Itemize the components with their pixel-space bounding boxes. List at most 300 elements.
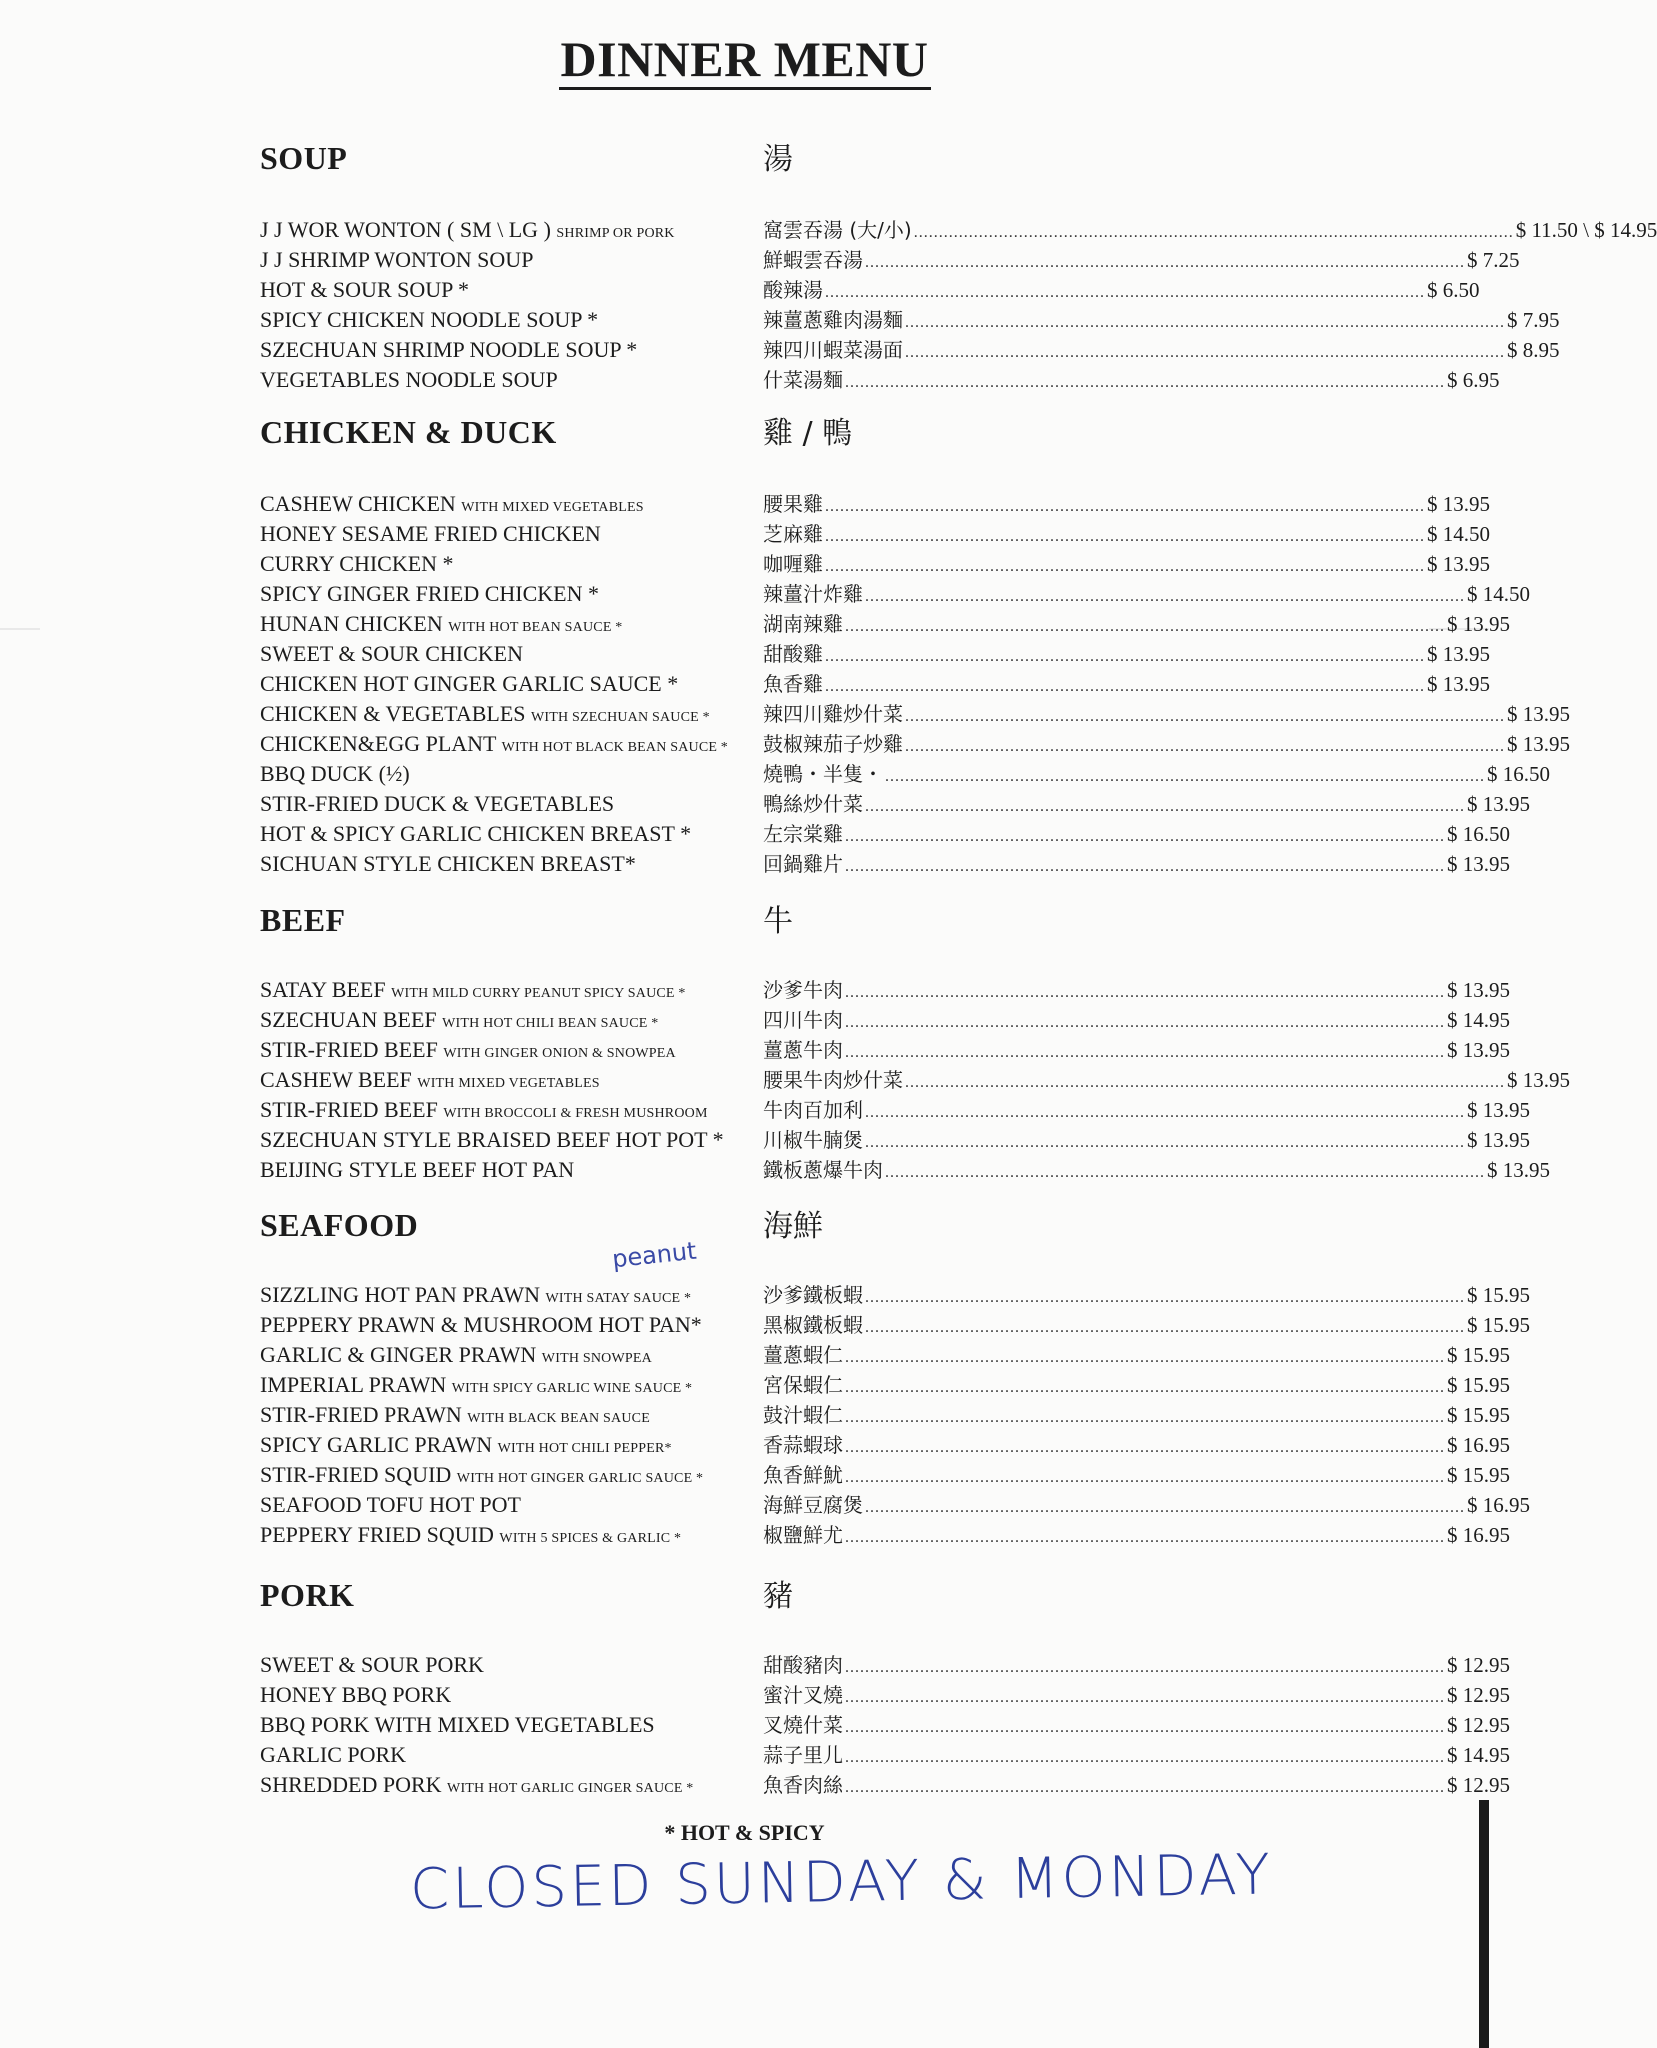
item-price-line (763, 789, 1530, 822)
item-note: WITH HOT CHILI BEAN SAUCE * (442, 1016, 659, 1031)
item-name-en (260, 819, 691, 849)
item-note: WITH BLACK BEAN SAUCE (467, 1411, 650, 1426)
item-price: $ 15.95 (1447, 1343, 1510, 1367)
item-name-zh: 甜酸豬肉 (763, 1653, 843, 1677)
dot-leader: ........................................................................................................................ (845, 1439, 1445, 1456)
dot-leader: ........................................................................................................................ (885, 768, 1485, 785)
item-name: SPICY GARLIC PRAWN (260, 1432, 493, 1457)
menu-section-pork (260, 1577, 1510, 1800)
item-price: $ 13.95 (1467, 1098, 1530, 1122)
item-name: SHREDDED PORK (260, 1772, 442, 1797)
item-name-zh: 甜酸雞 (763, 642, 823, 666)
item-name-en (260, 1310, 702, 1340)
item-note: WITH HOT GINGER GARLIC SAUCE * (456, 1471, 704, 1486)
menu-item (260, 215, 1657, 245)
menu-item (260, 1125, 1530, 1155)
menu-item (260, 849, 1510, 879)
item-name: CURRY CHICKEN * (260, 551, 454, 576)
item-name: SPICY CHICKEN NOODLE SOUP * (260, 307, 599, 332)
item-name: SPICY GINGER FRIED CHICKEN * (260, 581, 599, 606)
dot-leader: ........................................................................................................................ (845, 1689, 1445, 1706)
item-name: BBQ DUCK (½) (260, 761, 410, 786)
item-name: CHICKEN HOT GINGER GARLIC SAUCE * (260, 671, 679, 696)
item-name-en (260, 849, 636, 879)
item-name-zh: 魚香鮮魷 (763, 1463, 843, 1487)
item-price: $ 13.95 (1427, 492, 1490, 516)
item-note: WITH GINGER ONION & SNOWPEA (443, 1046, 676, 1061)
item-name-en (260, 1095, 708, 1129)
dot-leader: ........................................................................................................................ (845, 1349, 1445, 1366)
dot-leader: ........................................................................................................................ (845, 1749, 1445, 1766)
item-price-line (763, 275, 1480, 308)
item-name-en (260, 1430, 672, 1464)
section-title-en: CHICKEN & DUCK (260, 414, 557, 450)
item-note: SHRIMP OR PORK (556, 226, 675, 241)
menu-item (260, 1400, 1510, 1430)
item-name-zh: 什菜湯麵 (763, 368, 843, 392)
item-price-line (763, 1035, 1510, 1068)
item-name-en (260, 1125, 724, 1155)
menu-item (260, 729, 1570, 759)
menu-item (260, 1280, 1530, 1310)
item-name-zh: 窩雲吞湯 (大/小) (763, 218, 912, 242)
menu-item (260, 1310, 1530, 1340)
item-name-zh: 香蒜蝦球 (763, 1433, 843, 1457)
item-price: $ 14.50 (1467, 582, 1530, 606)
item-name-zh: 沙爹牛肉 (763, 978, 843, 1002)
item-price-line (763, 819, 1510, 852)
item-name-en (260, 365, 558, 395)
item-price-line (763, 1095, 1530, 1128)
item-name-zh: 川椒牛腩煲 (763, 1128, 863, 1152)
item-price-line (763, 1400, 1510, 1433)
item-name: PEPPERY PRAWN & MUSHROOM HOT PAN* (260, 1312, 702, 1337)
dot-leader: ........................................................................................................................ (865, 254, 1465, 271)
item-note: WITH SZECHUAN SAUCE * (531, 710, 710, 725)
item-name: HOT & SPICY GARLIC CHICKEN BREAST * (260, 821, 692, 846)
item-price: $ 12.95 (1447, 1713, 1510, 1737)
menu-section-soup (260, 140, 1657, 395)
item-name-zh: 辣四川蝦菜湯面 (763, 338, 903, 362)
item-note: WITH HOT CHILI PEPPER* (497, 1441, 672, 1456)
dot-leader: ........................................................................................................................ (913, 224, 1514, 241)
dot-leader: ........................................................................................................................ (845, 858, 1445, 875)
item-name-en (260, 1520, 681, 1554)
item-name-en (260, 1155, 574, 1185)
item-price: $ 14.95 (1447, 1743, 1510, 1767)
item-name-en (260, 489, 644, 523)
item-price: $ 7.25 (1467, 248, 1520, 272)
dot-leader: ........................................................................................................................ (825, 678, 1425, 695)
item-price-line (763, 1125, 1530, 1158)
menu-item (260, 275, 1480, 305)
item-price: $ 13.95 (1427, 672, 1490, 696)
item-name-zh: 回鍋雞片 (763, 852, 843, 876)
menu-item (260, 365, 1500, 395)
section-title-zh: 海鮮 (763, 1209, 823, 1244)
dot-leader: ........................................................................................................................ (825, 284, 1425, 301)
item-name: HUNAN CHICKEN (260, 611, 443, 636)
item-name: SZECHUAN BEEF (260, 1007, 437, 1032)
item-price: $ 14.50 (1427, 522, 1490, 546)
menu-item (260, 549, 1490, 579)
item-name: GARLIC & GINGER PRAWN (260, 1342, 537, 1367)
item-name: CHICKEN & VEGETABLES (260, 701, 526, 726)
menu-item (260, 609, 1510, 639)
item-name-zh: 芝麻雞 (763, 522, 823, 546)
dot-leader: ........................................................................................................................ (845, 618, 1445, 635)
section-items (260, 1280, 1530, 1550)
item-name-zh: 沙爹鐵板蝦 (763, 1283, 863, 1307)
item-name: HONEY BBQ PORK (260, 1682, 452, 1707)
item-name-zh: 黑椒鐵板蝦 (763, 1313, 863, 1337)
item-price: $ 6.50 (1427, 278, 1480, 302)
menu-item (260, 1460, 1510, 1490)
section-title-zh: 牛 (763, 904, 793, 939)
item-price-line (763, 1005, 1510, 1038)
dot-leader: ........................................................................................................................ (825, 558, 1425, 575)
item-name-en (260, 669, 678, 699)
dot-leader: ........................................................................................................................ (845, 1469, 1445, 1486)
item-name: J J WOR WONTON ( SM \ LG ) (260, 217, 551, 242)
dot-leader: ........................................................................................................................ (845, 374, 1445, 391)
dot-leader: ........................................................................................................................ (905, 314, 1505, 331)
item-name-en (260, 1770, 693, 1804)
dot-leader: ........................................................................................................................ (845, 1044, 1445, 1061)
menu-item (260, 1370, 1510, 1400)
item-price: $ 12.95 (1447, 1653, 1510, 1677)
item-price-line (763, 365, 1500, 398)
dot-leader: ........................................................................................................................ (825, 528, 1425, 545)
dot-leader: ........................................................................................................................ (845, 1779, 1445, 1796)
section-header (260, 140, 1260, 215)
item-name-en (260, 1280, 691, 1314)
item-price-line (763, 669, 1490, 702)
section-items (260, 215, 1657, 395)
menu-item (260, 305, 1560, 335)
item-name: PEPPERY FRIED SQUID (260, 1522, 494, 1547)
item-name-zh: 湖南辣雞 (763, 612, 843, 636)
item-price: $ 15.95 (1467, 1313, 1530, 1337)
item-name-zh: 蜜汁叉燒 (763, 1683, 843, 1707)
menu-item (260, 1520, 1510, 1550)
item-name-zh: 鼓椒辣茄子炒雞 (763, 732, 903, 756)
dot-leader: ........................................................................................................................ (905, 708, 1505, 725)
menu-item (260, 1650, 1510, 1680)
item-price: $ 13.95 (1427, 642, 1490, 666)
item-price: $ 12.95 (1447, 1683, 1510, 1707)
item-price-line (763, 305, 1560, 338)
item-price: $ 16.50 (1447, 822, 1510, 846)
item-price-line (763, 1740, 1510, 1773)
item-name-zh: 海鮮豆腐煲 (763, 1493, 863, 1517)
item-name-en (260, 729, 728, 763)
item-name: SZECHUAN SHRIMP NOODLE SOUP * (260, 337, 638, 362)
item-price-line (763, 489, 1490, 522)
item-note: WITH MILD CURRY PEANUT SPICY SAUCE * (391, 986, 686, 1001)
item-name-zh: 辣薑汁炸雞 (763, 582, 863, 606)
item-name-zh: 辣薑蔥雞肉湯麵 (763, 308, 903, 332)
dot-leader: ........................................................................................................................ (865, 1319, 1465, 1336)
item-price-line (763, 1370, 1510, 1403)
item-name-en (260, 789, 614, 819)
item-price-line (763, 1520, 1510, 1553)
item-price: $ 15.95 (1447, 1403, 1510, 1427)
section-header (260, 902, 1260, 975)
item-name: BBQ PORK WITH MIXED VEGETABLES (260, 1712, 655, 1737)
item-name-zh: 魚香雞 (763, 672, 823, 696)
menu-item (260, 1095, 1530, 1125)
menu-item (260, 1680, 1510, 1710)
menu-section-beef (260, 902, 1570, 1185)
menu-item (260, 519, 1490, 549)
item-price-line (763, 1340, 1510, 1373)
item-price: $ 13.95 (1427, 552, 1490, 576)
menu-item (260, 245, 1520, 275)
item-price-line (763, 759, 1550, 792)
item-price-line (763, 1650, 1510, 1683)
handwritten-peanut-annotation: peanut (610, 1236, 698, 1274)
menu-item (260, 1340, 1510, 1370)
item-price-line (763, 1710, 1510, 1743)
item-name-en (260, 245, 533, 275)
item-name-en (260, 609, 622, 643)
section-header (260, 1207, 1260, 1280)
item-note: WITH HOT BEAN SAUCE * (448, 620, 623, 635)
dot-leader: ........................................................................................................................ (865, 1104, 1465, 1121)
item-name-zh: 酸辣湯 (763, 278, 823, 302)
menu-item (260, 699, 1570, 729)
item-name: SATAY BEEF (260, 977, 386, 1002)
item-name-en (260, 1710, 655, 1740)
item-price-line (763, 1155, 1550, 1188)
item-note: WITH SATAY SAUCE * (545, 1291, 692, 1306)
item-name-en (260, 1005, 658, 1039)
item-name: J J SHRIMP WONTON SOUP (260, 247, 534, 272)
item-name-en (260, 1740, 406, 1770)
item-price: $ 13.95 (1467, 792, 1530, 816)
menu-item (260, 819, 1510, 849)
item-name: STIR-FRIED BEEF (260, 1097, 438, 1122)
item-price-line (763, 519, 1490, 552)
dot-leader: ........................................................................................................................ (845, 1379, 1445, 1396)
item-note: WITH HOT GARLIC GINGER SAUCE * (447, 1781, 694, 1796)
item-name-en (260, 549, 454, 579)
item-name-en (260, 215, 675, 249)
item-price: $ 13.95 (1487, 1158, 1550, 1182)
item-name-en (260, 1340, 652, 1374)
item-price-line (763, 1460, 1510, 1493)
menu-item (260, 489, 1490, 519)
menu-item (260, 1155, 1550, 1185)
menu-item (260, 759, 1550, 789)
item-name: IMPERIAL PRAWN (260, 1372, 447, 1397)
menu-item (260, 1005, 1510, 1035)
menu-item (260, 1035, 1510, 1065)
item-name: STIR-FRIED BEEF (260, 1037, 438, 1062)
item-name-zh: 鮮蝦雲吞湯 (763, 248, 863, 272)
item-price: $ 12.95 (1447, 1773, 1510, 1797)
dot-leader: ........................................................................................................................ (905, 1074, 1505, 1091)
section-title-zh: 雞 / 鴨 (763, 416, 853, 451)
item-name-en (260, 1460, 703, 1494)
menu-item (260, 1430, 1510, 1460)
item-name-zh: 鴨絲炒什菜 (763, 792, 863, 816)
item-name-en (260, 1680, 451, 1710)
dot-leader: ........................................................................................................................ (845, 984, 1445, 1001)
item-price-line (763, 335, 1560, 368)
item-price: $ 14.95 (1447, 1008, 1510, 1032)
section-title-en: SEAFOOD (260, 1207, 419, 1243)
item-price: $ 13.95 (1507, 1068, 1570, 1092)
item-price: $ 13.95 (1447, 1038, 1510, 1062)
item-price-line (763, 1430, 1510, 1463)
item-name-zh: 蒜子里儿 (763, 1743, 843, 1767)
dot-leader: ........................................................................................................................ (845, 828, 1445, 845)
item-name-en (260, 1490, 521, 1520)
item-name-en (260, 975, 686, 1009)
item-price-line (763, 849, 1510, 882)
item-name-en (260, 275, 469, 305)
item-note: WITH MIXED VEGETABLES (417, 1076, 600, 1091)
item-name: HOT & SOUR SOUP * (260, 277, 470, 302)
menu-item (260, 579, 1530, 609)
item-name-zh: 薑蔥牛肉 (763, 1038, 843, 1062)
item-price: $ 15.95 (1447, 1373, 1510, 1397)
item-name-en (260, 305, 598, 335)
section-header (260, 414, 1260, 489)
item-name-zh: 腰果牛肉炒什菜 (763, 1068, 903, 1092)
dot-leader: ........................................................................................................................ (845, 1529, 1445, 1546)
dot-leader: ........................................................................................................................ (885, 1164, 1485, 1181)
item-price: $ 15.95 (1467, 1283, 1530, 1307)
item-note: WITH MIXED VEGETABLES (461, 500, 644, 515)
item-price: $ 16.50 (1487, 762, 1550, 786)
item-name-en (260, 579, 599, 609)
item-name: SWEET & SOUR PORK (260, 1652, 484, 1677)
item-name: SWEET & SOUR CHICKEN (260, 641, 523, 666)
item-price: $ 16.95 (1447, 1433, 1510, 1457)
item-price: $ 6.95 (1447, 368, 1500, 392)
menu-section-chicken-duck (260, 414, 1570, 879)
dot-leader: ........................................................................................................................ (865, 798, 1465, 815)
menu-item (260, 639, 1490, 669)
item-price: $ 13.95 (1447, 978, 1510, 1002)
item-price-line (763, 639, 1490, 672)
item-name: GARLIC PORK (260, 1742, 407, 1767)
menu-item (260, 1710, 1510, 1740)
item-price: $ 16.95 (1467, 1493, 1530, 1517)
item-price: $ 15.95 (1447, 1463, 1510, 1487)
item-price-line (763, 1680, 1510, 1713)
item-name-zh: 魚香肉絲 (763, 1773, 843, 1797)
menu-item (260, 975, 1510, 1005)
item-name-en (260, 1400, 650, 1434)
item-note: WITH BROCCOLI & FRESH MUSHROOM (443, 1106, 708, 1121)
menu-item (260, 1490, 1530, 1520)
dot-leader: ........................................................................................................................ (845, 1014, 1445, 1031)
item-name-zh: 燒鴨・半隻・ (763, 762, 883, 786)
item-name-zh: 鐵板蔥爆牛肉 (763, 1158, 883, 1182)
item-name-en (260, 639, 523, 669)
item-price-line (763, 699, 1570, 732)
item-price-line (763, 1310, 1530, 1343)
dot-leader: ........................................................................................................................ (905, 344, 1505, 361)
dot-leader: ........................................................................................................................ (865, 1134, 1465, 1151)
item-name-zh: 腰果雞 (763, 492, 823, 516)
dot-leader: ........................................................................................................................ (865, 588, 1465, 605)
item-price-line (763, 1065, 1570, 1098)
item-price-line (763, 1490, 1530, 1523)
fold-line-left (0, 628, 40, 630)
item-name-en (260, 699, 710, 733)
item-name: CHICKEN&EGG PLANT (260, 731, 497, 756)
item-name: SZECHUAN STYLE BRAISED BEEF HOT POT * (260, 1127, 724, 1152)
item-price-line (763, 1280, 1530, 1313)
item-price: $ 11.50 \ $ 14.95 (1515, 218, 1657, 242)
section-title-en: BEEF (260, 902, 346, 938)
item-name: STIR-FRIED DUCK & VEGETABLES (260, 791, 615, 816)
item-name: VEGETABLES NOODLE SOUP (260, 367, 558, 392)
dot-leader: ........................................................................................................................ (905, 738, 1505, 755)
section-items (260, 489, 1570, 879)
item-name-zh: 辣四川雞炒什菜 (763, 702, 903, 726)
item-price-line (763, 609, 1510, 642)
item-name-en (260, 335, 637, 365)
item-price-line (763, 549, 1490, 582)
item-note: WITH SNOWPEA (541, 1351, 652, 1366)
dot-leader: ........................................................................................................................ (845, 1659, 1445, 1676)
item-price: $ 13.95 (1447, 612, 1510, 636)
item-name: SICHUAN STYLE CHICKEN BREAST* (260, 851, 636, 876)
item-name: CASHEW CHICKEN (260, 491, 456, 516)
item-price: $ 13.95 (1507, 732, 1570, 756)
item-note: WITH 5 SPICES & GARLIC * (499, 1531, 682, 1546)
item-name-zh: 叉燒什菜 (763, 1713, 843, 1737)
item-price-line (763, 215, 1657, 248)
item-price: $ 13.95 (1467, 1128, 1530, 1152)
item-name: HONEY SESAME FRIED CHICKEN (260, 521, 601, 546)
item-price-line (763, 245, 1520, 278)
menu-item (260, 335, 1560, 365)
item-name-en (260, 1650, 484, 1680)
item-name-en (260, 519, 601, 549)
item-note: WITH HOT BLACK BEAN SAUCE * (501, 740, 729, 755)
menu-section-seafood (260, 1207, 1530, 1550)
dot-leader: ........................................................................................................................ (825, 648, 1425, 665)
item-name-zh: 椒鹽鮮尤 (763, 1523, 843, 1547)
menu-item (260, 1065, 1570, 1095)
item-price: $ 13.95 (1447, 852, 1510, 876)
dot-leader: ........................................................................................................................ (865, 1499, 1465, 1516)
item-name: STIR-FRIED PRAWN (260, 1402, 462, 1427)
item-price: $ 13.95 (1507, 702, 1570, 726)
page-title-text: DINNER MENU (559, 31, 931, 90)
section-title-zh: 湯 (763, 142, 793, 177)
item-price-line (763, 729, 1570, 762)
menu-item (260, 789, 1530, 819)
page-title (0, 30, 1489, 88)
dot-leader: ........................................................................................................................ (825, 498, 1425, 515)
item-name-zh: 牛肉百加利 (763, 1098, 863, 1122)
item-name-zh: 薑蔥蝦仁 (763, 1343, 843, 1367)
item-name-en (260, 759, 410, 789)
menu-item (260, 1740, 1510, 1770)
item-name-zh: 左宗棠雞 (763, 822, 843, 846)
section-title-zh: 豬 (763, 1579, 793, 1614)
item-name-en (260, 1065, 600, 1099)
item-price-line (763, 579, 1530, 612)
